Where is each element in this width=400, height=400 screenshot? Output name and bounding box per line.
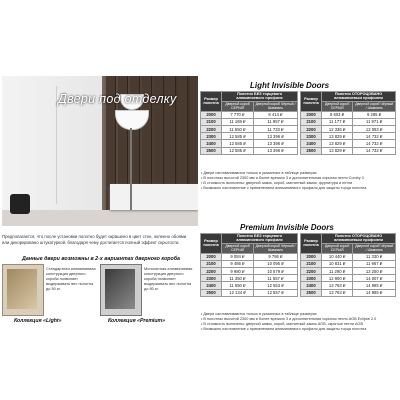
light-notes	[201, 171, 397, 191]
light-variant-text: Стандартная алюминиевая конструкция дверного короба позволяет выдерживать вес полотна до 50 кг.	[46, 266, 96, 291]
group-header: Полотно БЕЗ торцевого алюминиевого профиля	[222, 92, 298, 102]
table-row: 2100 9 486 ₽ 10 095 ₽	[201, 260, 298, 267]
table-row: 2400 12 585 ₽ 13 396 ₽	[201, 140, 298, 147]
table-row: 2000 7 770 ₽ 8 414 ₽	[201, 111, 298, 118]
light-section-title: Light Invisible Doors	[250, 81, 330, 90]
table-row: 2100 10 831 ₽ 11 967 ₽	[301, 260, 396, 267]
premium-table-no-profile	[200, 233, 298, 297]
variants-heading: Данные двери возможны в 2-х вариантах дверного короба	[22, 256, 180, 262]
table-row: 2500 12 585 ₽ 13 396 ₽	[201, 147, 298, 154]
premium-variant-text: Монолитная алюминиевая конструкция дверного короба позволяет выдерживать вес полотна до 80 кг.	[144, 266, 193, 291]
premium-table-with-profile	[300, 233, 396, 297]
note: • Возможно изготовление с применением алюминиевого профиля для защиты торца полотна	[201, 186, 397, 191]
light-table-with-profile	[300, 91, 396, 155]
col-header: Дверной короб Чёрный / Шампань	[254, 101, 298, 111]
col-header: Дверной короб СЕРЫЙ	[222, 243, 254, 253]
table-row: 2200 12 336 ₽ 12 083 ₽	[301, 126, 396, 133]
note: • Двери изготавливаются только в указанных в таблице размерах	[201, 312, 397, 317]
description: Предполагается, что после установки полотно будет окрашено в цвет стен, оклеено обоями или декорировано штукатуркой, благодаря чему достигается полный эффект скрытости.	[2, 234, 187, 245]
col-header: Дверной короб Чёрный / Шампань	[353, 101, 396, 111]
table-row: 2100 11 177 ₽ 11 971 ₽	[301, 118, 396, 125]
table-row: 2300 11 350 ₽ 11 557 ₽	[201, 275, 298, 282]
size-header: Размер полотна	[201, 92, 222, 112]
hidden-door-outline	[56, 86, 57, 204]
photo-title: Двери под отделку	[58, 92, 177, 106]
table-row: 2500 13 829 ₽ 14 732 ₽	[301, 147, 396, 154]
col-header: Дверной короб СЕРЫЙ	[322, 243, 353, 253]
table-row: 2300 12 585 ₽ 13 396 ₽	[201, 133, 298, 140]
col-header: Дверной короб Чёрный / Шампань	[353, 243, 396, 253]
chair	[10, 194, 30, 214]
note: • Двери изготавливаются только в указанных в таблице размерах	[201, 171, 397, 176]
premium-section-title: Premium Invisible Doors	[240, 223, 334, 232]
table-row: 2000 10 440 ₽ 11 330 ₽	[301, 253, 396, 260]
table-row: 2400 13 763 ₽ 14 985 ₽	[301, 282, 396, 289]
premium-profile-image	[105, 269, 135, 309]
table-row: 2400 11 550 ₽ 12 553 ₽	[201, 282, 298, 289]
note: • В полотнах высотой 2300 мм и более врезано 3 и дополнительная скрытая петля AGB Eclipse 2.0	[201, 317, 397, 322]
premium-profile-box	[100, 264, 142, 316]
table-row: 2200 11 290 ₽ 12 250 ₽	[301, 268, 396, 275]
group-header: Полотно ОТОРОЦОВАНО алюминиевым профилем	[322, 234, 396, 244]
col-header: Дверной короб СЕРЫЙ	[222, 101, 254, 111]
table-row: 2200 9 980 ₽ 10 579 ₽	[201, 268, 298, 275]
size-header: Размер полотна	[201, 234, 222, 254]
note: • В стоимость включены: дверной замок, короб, магнитный замок, фурнитура и петли	[201, 181, 397, 186]
table-row: 2400 13 829 ₽ 14 732 ₽	[301, 140, 396, 147]
group-header: Полотно ОТОРОЦОВАНО алюминиевым профилем	[322, 92, 396, 102]
note: • В полотнах высотой 2300 мм и более врезано 3 и дополнительная скрытая петля Comby 3	[201, 176, 397, 181]
size-header: Размер полотна	[301, 234, 322, 254]
table-row: 2000 9 084 ₽ 9 786 ₽	[201, 253, 298, 260]
col-header: Дверной короб СЕРЫЙ	[322, 101, 353, 111]
table-row: 2500 13 763 ₽ 14 985 ₽	[301, 289, 396, 296]
table-row: 2500 12 134 ₽ 12 557 ₽	[201, 289, 298, 296]
table-row: 2100 11 169 ₽ 11 957 ₽	[201, 118, 298, 125]
light-profile-box	[2, 264, 44, 316]
table-row: 2000 8 603 ₽ 9 285 ₽	[301, 111, 396, 118]
premium-variant-label: Коллекция «Premium»	[108, 318, 166, 324]
light-table-no-profile	[200, 91, 298, 155]
light-profile-image	[7, 269, 37, 309]
group-header: Полотно БЕЗ торцевого алюминиевого профиля	[222, 234, 298, 244]
col-header: Дверной короб Чёрный / Шампань	[254, 243, 298, 253]
size-header: Размер полотна	[301, 92, 322, 112]
cabinet	[110, 184, 198, 210]
table-row: 2300 13 829 ₽ 14 732 ₽	[301, 133, 396, 140]
note: • Возможно изготовление с применением алюминиевого профиля для защиты торца полотна	[201, 327, 397, 332]
light-variant-label: Коллекция «Light»	[14, 318, 62, 324]
premium-notes	[201, 312, 397, 332]
table-row: 2300 12 900 ₽ 14 007 ₽	[301, 275, 396, 282]
table-row: 2200 11 550 ₽ 11 733 ₽	[201, 126, 298, 133]
floor	[2, 210, 198, 226]
note: • В стоимость включены: дверной замок, короб, магнитный замок AGB, скрытые петли AGB	[201, 322, 397, 327]
